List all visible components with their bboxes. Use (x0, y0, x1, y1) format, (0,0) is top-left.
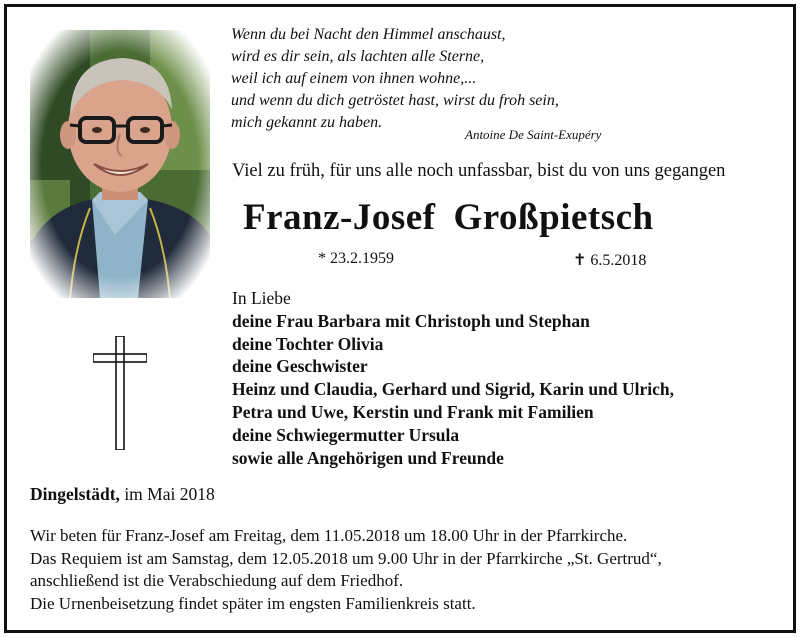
birth-date: * 23.2.1959 (318, 250, 394, 267)
mourner-line: deine Frau Barbara mit Christoph und Stephan (232, 310, 590, 331)
place-date (30, 484, 215, 505)
notice-line: Wir beten für Franz-Josef am Freitag, dem 11.05.2018 um 18.00 Uhr in der Pfarrkirche. (30, 526, 628, 545)
poem-line: mich gekannt zu haben. (231, 114, 383, 131)
cross-icon (93, 336, 147, 455)
poem-author: Antoine De Saint-Exupéry (465, 127, 602, 142)
mourner-line: sowie alle Angehörigen und Freunde (232, 447, 504, 468)
service-notice (30, 525, 662, 615)
mourner-line: deine Geschwister (232, 356, 368, 377)
notice-line: Das Requiem ist am Samstag, dem 12.05.2018 um 9.00 Uhr in der Pfarrkirche „St. Gertrud“, (30, 548, 662, 568)
mourners-list (232, 287, 674, 469)
poem-line: weil ich auf einem von ihnen wohne,... (231, 70, 477, 87)
poem-line: wird es dir sein, als lachten alle Sterne, (231, 48, 485, 65)
mourner-line: Heinz und Claudia, Gerhard und Sigrid, Karin und Ulrich, (232, 379, 674, 400)
poem (231, 24, 671, 134)
portrait-illustration (30, 30, 210, 298)
place-month: im Mai 2018 (124, 484, 215, 504)
last-name: Großpietsch (453, 197, 654, 238)
mourners-intro: In Liebe (232, 288, 291, 308)
mourner-line: deine Schwiegermutter Ursula (232, 424, 460, 445)
poem-line: und wenn du dich getröstet hast, wirst du froh sein, (231, 92, 559, 109)
deceased-name (243, 196, 654, 239)
mourner-line: deine Tochter Olivia (232, 333, 384, 354)
place-town: Dingelstädt, (30, 484, 120, 504)
poem-line: Wenn du bei Nacht den Himmel anschaust, (231, 26, 506, 43)
lead-text: Viel zu früh, für uns alle noch unfassbar, bist du von uns gegangen (232, 161, 726, 181)
notice-line: Die Urnenbeisetzung findet später im engsten Familienkreis statt. (30, 593, 476, 613)
notice-line: anschließend ist die Verabschiedung auf dem Friedhof. (30, 571, 404, 591)
portrait-photo (30, 30, 210, 298)
first-name: Franz-Josef (243, 197, 436, 238)
mourner-line: Petra und Uwe, Kerstin und Frank mit Familien (232, 401, 594, 422)
death-date: ✝ 6.5.2018 (573, 252, 647, 269)
